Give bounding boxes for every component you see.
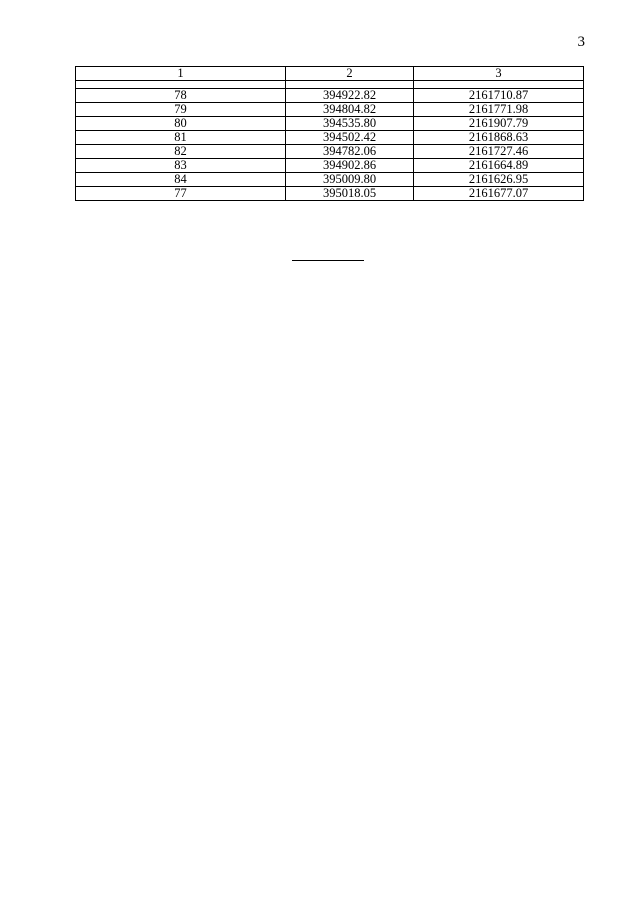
page-number: 3 [577, 34, 585, 50]
x-coordinate-cell: 394804.82 [286, 103, 414, 117]
table-header-row [76, 67, 584, 81]
point-number-cell: 80 [76, 117, 286, 131]
point-number-cell: 81 [76, 131, 286, 145]
x-coordinate-cell: 394535.80 [286, 117, 414, 131]
table-row [76, 117, 584, 131]
column-header-1: 1 [76, 67, 286, 81]
y-coordinate-cell: 2161664.89 [414, 159, 584, 173]
x-coordinate-cell: 394782.06 [286, 145, 414, 159]
x-coordinate-cell: 395018.05 [286, 187, 414, 201]
table-row [76, 89, 584, 103]
x-coordinate-cell: 394902.86 [286, 159, 414, 173]
y-coordinate-cell: 2161727.46 [414, 145, 584, 159]
y-coordinate-cell: 2161907.79 [414, 117, 584, 131]
y-coordinate-cell: 2161868.63 [414, 131, 584, 145]
x-coordinate-cell: 394502.42 [286, 131, 414, 145]
point-number-cell: 79 [76, 103, 286, 117]
point-number-cell: 83 [76, 159, 286, 173]
x-coordinate-cell: 394922.82 [286, 89, 414, 103]
x-coordinate-cell: 395009.80 [286, 173, 414, 187]
y-coordinate-cell: 2161710.87 [414, 89, 584, 103]
table-row [76, 103, 584, 117]
y-coordinate-cell: 2161771.98 [414, 103, 584, 117]
table-row [76, 131, 584, 145]
column-header-2: 2 [286, 67, 414, 81]
column-header-3: 3 [414, 67, 584, 81]
table-row [76, 187, 584, 201]
table-row [76, 145, 584, 159]
point-number-cell: 77 [76, 187, 286, 201]
y-coordinate-cell: 2161677.07 [414, 187, 584, 201]
point-number-cell: 84 [76, 173, 286, 187]
table-row [76, 159, 584, 173]
table-row [76, 173, 584, 187]
coordinates-table [75, 66, 584, 201]
end-of-document-rule [292, 260, 364, 261]
y-coordinate-cell: 2161626.95 [414, 173, 584, 187]
point-number-cell: 78 [76, 89, 286, 103]
point-number-cell: 82 [76, 145, 286, 159]
